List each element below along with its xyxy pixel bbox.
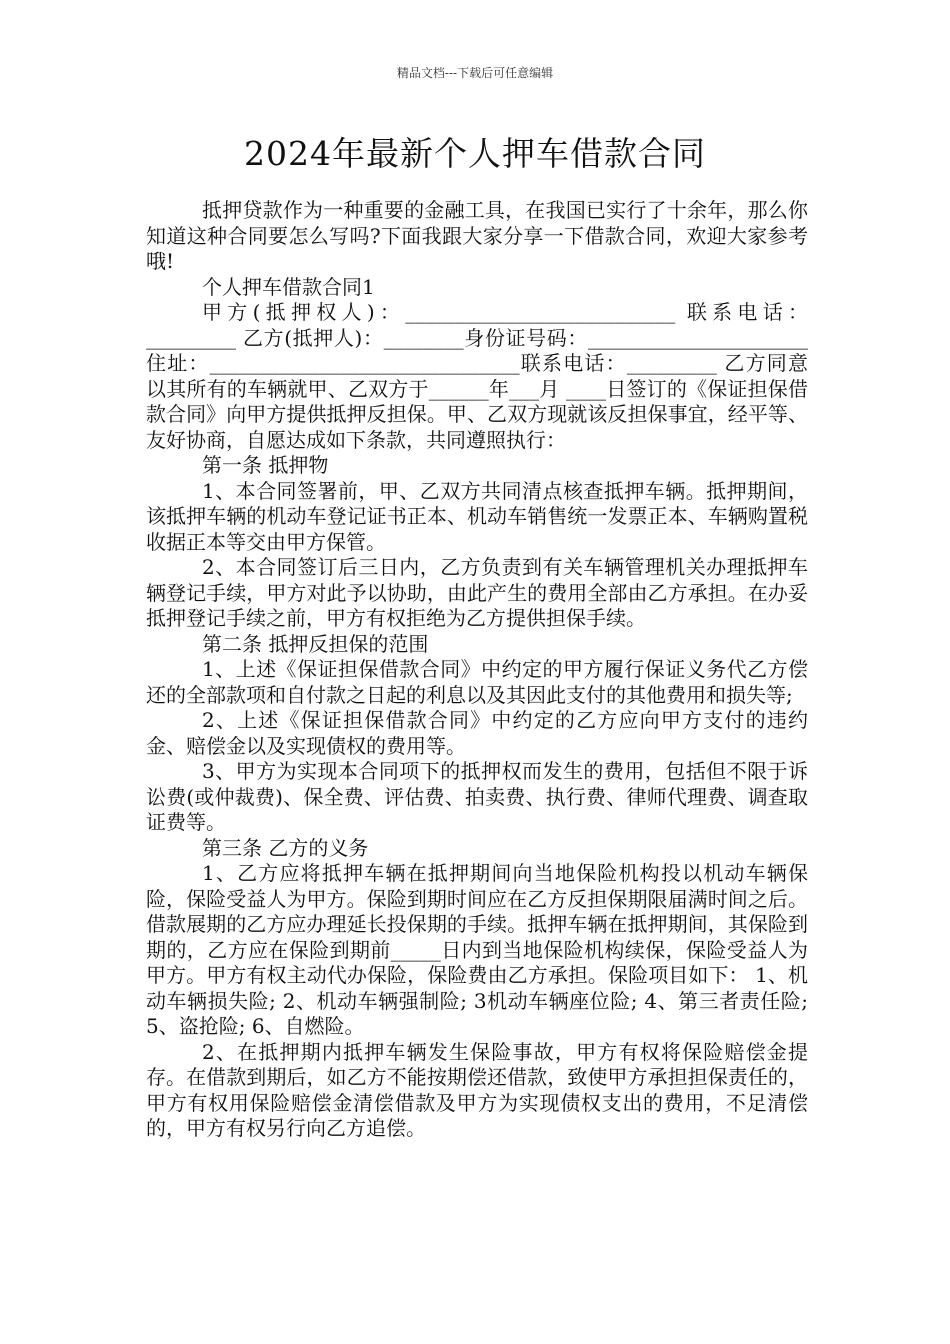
article-1-item-2: 2、本合同签订后三日内，乙方负责到有关车辆管理机关办理抵押车辆登记手续，甲方对此予以协助，由此产生的费用全部由乙方承担。在办妥抵押登记手续之前，甲方有权拒绝为乙方提供担保手续。 xyxy=(146,555,808,630)
article-2-item-3: 3、甲方为实现本合同项下的抵押权而发生的费用，包括但不限于诉讼费(或仲裁费)、保全费、评估费、拍卖费、执行费、律师代理费、调查取证费等。 xyxy=(146,759,808,834)
article-2-item-2: 2、上述《保证担保借款合同》中约定的乙方应向甲方支付的违约金、赔偿金以及实现债权的费用等。 xyxy=(146,708,808,758)
article-3-heading: 第三条 乙方的义务 xyxy=(202,835,369,860)
page-header-note: 精品文档---下载后可任意编辑 xyxy=(396,66,554,80)
article-1-item-1: 1、本合同签署前，甲、乙双方共同清点核查抵押车辆。抵押期间，该抵押车辆的机动车登记证书正本、机动车销售统一发票正本、车辆购置税收据正本等交由甲方保管。 xyxy=(146,478,808,554)
contract-heading: 个人押车借款合同1 xyxy=(202,274,375,299)
article-3-item-1: 1、乙方应将抵押车辆在抵押期间向当地保险机构投以机动车辆保险，保险受益人为甲方。保险到期时间应在乙方反担保期限届满时间之后。借款展期的乙方应办理延长投保期的手续。抵押车辆在抵押期间，其保险到期的，乙方应在保险到期前_____日内到当地保险机构续保，保险受益人为甲方。甲方有权主动代办保险，保险费由乙方承担。保险项目如下： 1、机动车辆损失险; 2、机动车辆强制险; 3机动车辆座位险; 4、第三者责任险; 5、盗抢险; 6、自燃险。 xyxy=(146,861,808,1038)
article-2-item-1: 1、上述《保证担保借款合同》中约定的甲方履行保证义务代乙方偿还的全部款项和自付款之日起的利息以及其因此支付的其他费用和损失等; xyxy=(146,657,808,707)
intro-paragraph: 抵押贷款作为一种重要的金融工具，在我国已实行了十余年，那么你知道这种合同要怎么写吗?下面我跟大家分享一下借款合同，欢迎大家参考哦! xyxy=(146,198,808,273)
article-3-item-2: 2、在抵押期内抵押车辆发生保险事故，甲方有权将保险赔偿金提存。在借款到期后，如乙方不能按期偿还借款，致使甲方承担担保责任的，甲方有权用保险赔偿金清偿借款及甲方为实现债权支出的费用，不足清偿的，甲方有权另行向乙方追偿。 xyxy=(146,1039,808,1140)
article-2-heading: 第二条 抵押反担保的范围 xyxy=(202,631,429,656)
article-1-heading: 第一条 抵押物 xyxy=(202,453,329,477)
parties-clause: 甲方(抵押权人)：___________________________ 联系电话：_________ 乙方(抵押人)：________身份证号码：______________________ 住址：_______________________________联系电话：_________ 乙方同意以其所有的车辆就甲、乙双方于______年___月 ____日签订的《保证担保借款合同》向甲方提供抵押反担保。甲、乙双方现就该反担保事宜，经平等、友好协商，自愿达成如下条款，共同遵照执行： xyxy=(146,300,808,452)
document-title: 2024年最新个人押车借款合同 xyxy=(244,134,706,173)
document-body xyxy=(146,198,808,1142)
